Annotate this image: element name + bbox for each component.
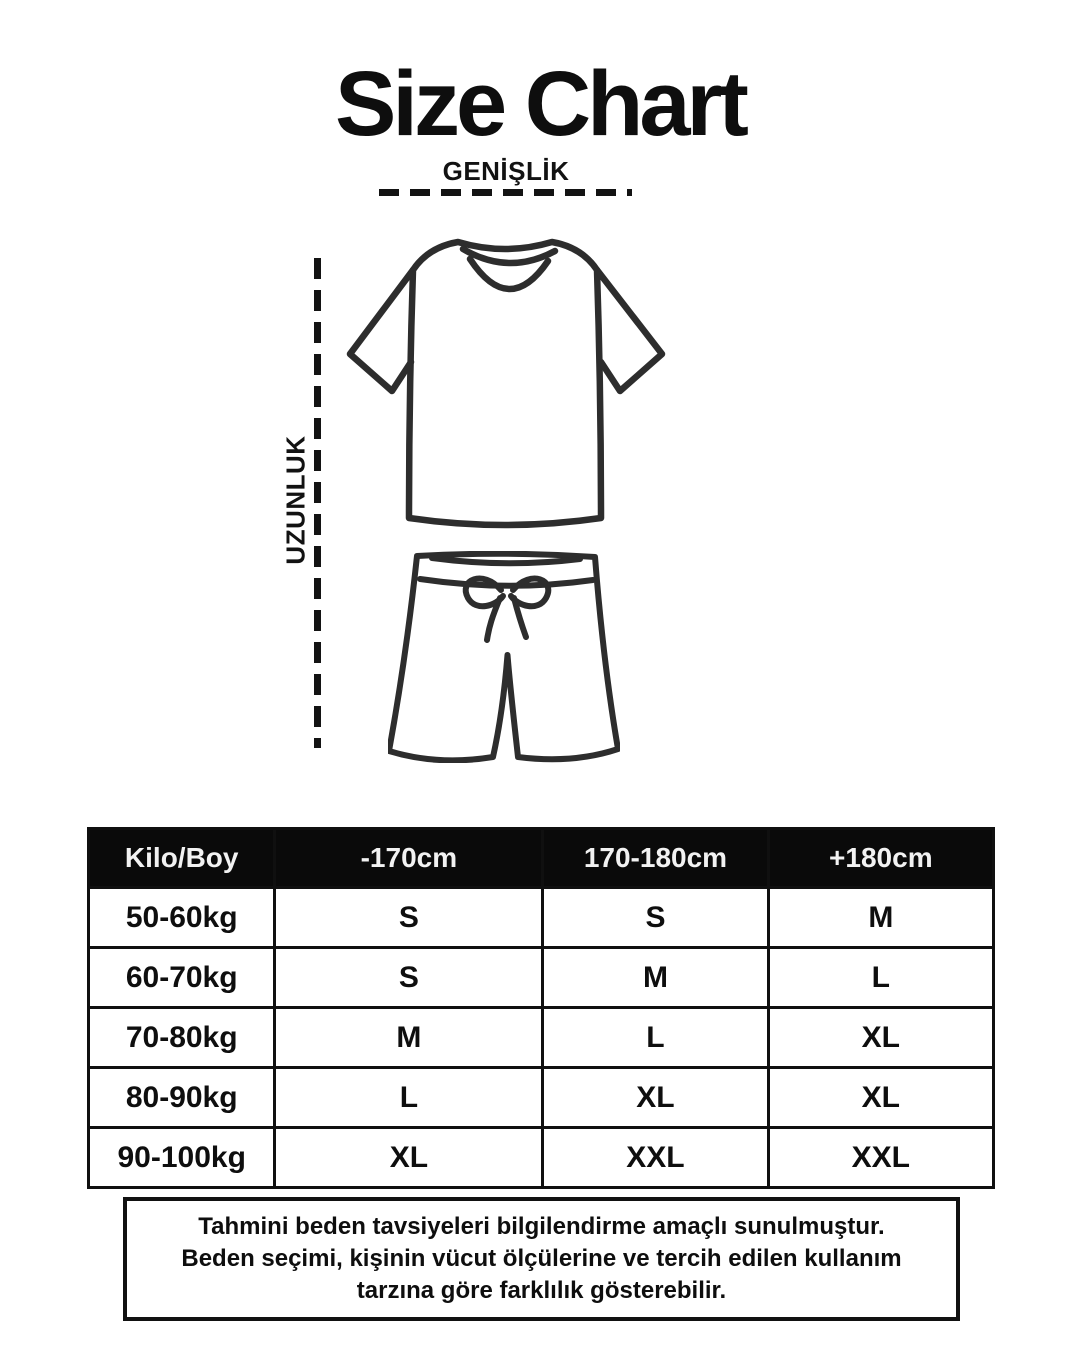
table-row: [89, 888, 994, 948]
size-cell: L: [543, 1008, 768, 1068]
weight-range-cell: 80-90kg: [89, 1068, 275, 1128]
table-row: [89, 948, 994, 1008]
size-cell: L: [275, 1068, 543, 1128]
table-row: [89, 1068, 994, 1128]
size-cell: S: [275, 888, 543, 948]
size-table-header-row: [89, 829, 994, 888]
size-cell: M: [275, 1008, 543, 1068]
size-cell: M: [543, 948, 768, 1008]
size-cell: S: [543, 888, 768, 948]
col-header-over-180: +180cm: [768, 829, 993, 888]
disclaimer-line: Beden seçimi, kişinin vücut ölçülerine ve tercih edilen kullanım: [181, 1245, 902, 1272]
width-label: GENİŞLİK: [442, 156, 570, 186]
table-row: [89, 1128, 994, 1188]
size-table: [87, 827, 995, 1189]
size-cell: XL: [543, 1068, 768, 1128]
size-cell: S: [275, 948, 543, 1008]
size-cell: XL: [275, 1128, 543, 1188]
length-label: UZUNLUK: [280, 435, 311, 565]
weight-range-cell: 90-100kg: [89, 1128, 275, 1188]
col-header-170-180: 170-180cm: [543, 829, 768, 888]
disclaimer-line: Tahmini beden tavsiyeleri bilgilendirme amaçlı sunulmuştur.: [198, 1213, 885, 1240]
tshirt-icon: [345, 236, 667, 531]
size-cell: XL: [768, 1068, 993, 1128]
length-dashed-line-icon: [314, 258, 321, 748]
size-cell: XL: [768, 1008, 993, 1068]
disclaimer-box: [123, 1197, 960, 1321]
size-cell: XXL: [543, 1128, 768, 1188]
width-dashed-line-icon: [379, 189, 632, 196]
weight-range-cell: 50-60kg: [89, 888, 275, 948]
table-row: [89, 1008, 994, 1068]
page-title: Size Chart: [335, 53, 745, 155]
weight-range-cell: 60-70kg: [89, 948, 275, 1008]
size-cell: XXL: [768, 1128, 993, 1188]
size-cell: M: [768, 888, 993, 948]
shorts-icon: [388, 551, 620, 763]
weight-range-cell: 70-80kg: [89, 1008, 275, 1068]
col-header-weight-height: Kilo/Boy: [89, 829, 275, 888]
col-header-under-170: -170cm: [275, 829, 543, 888]
disclaimer-line: tarzına göre farklılık gösterebilir.: [356, 1277, 727, 1304]
size-cell: L: [768, 948, 993, 1008]
